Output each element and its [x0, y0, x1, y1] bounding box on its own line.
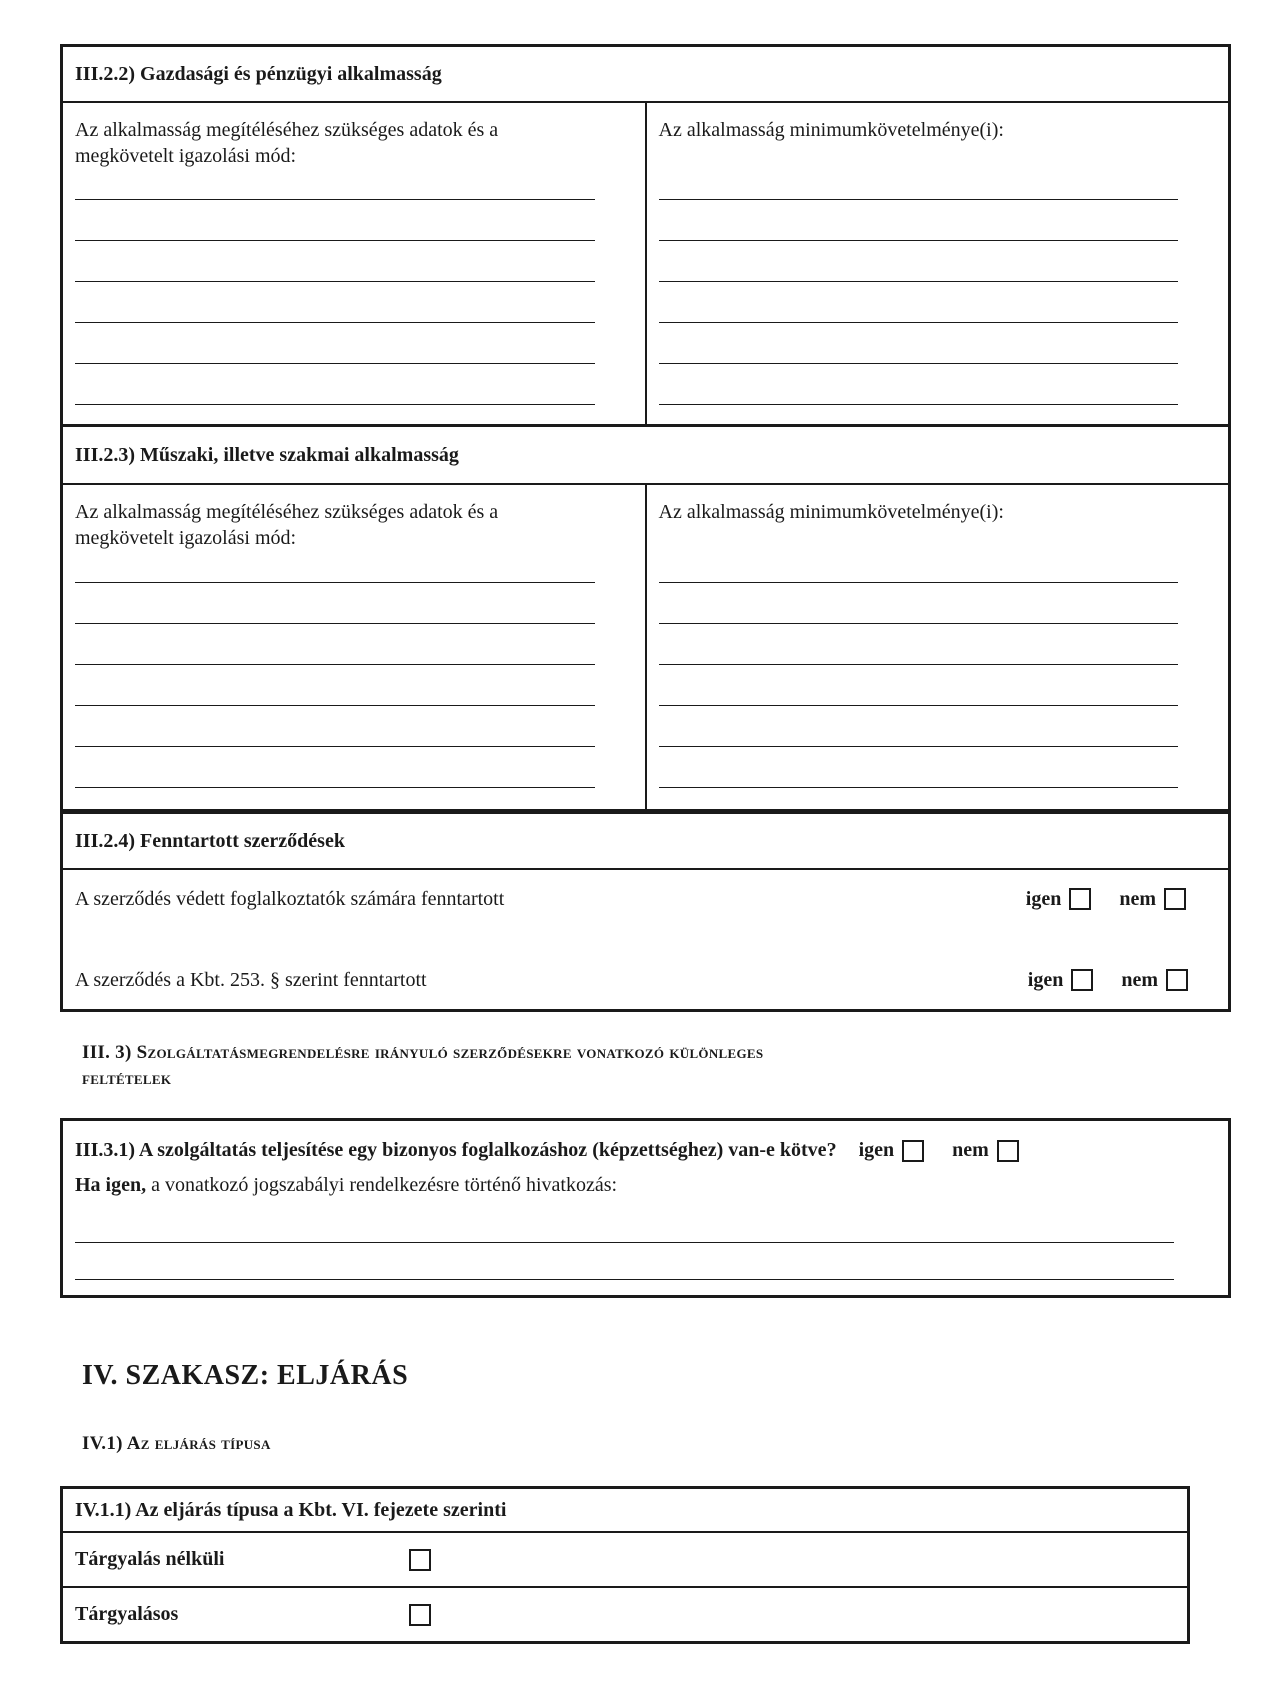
answer-line[interactable]	[659, 281, 1179, 282]
section-iv-1-1	[60, 1486, 1190, 1644]
answer-line[interactable]	[75, 1242, 1174, 1243]
answer-line[interactable]	[75, 746, 595, 747]
answer-line[interactable]	[75, 787, 595, 788]
answer-line[interactable]	[75, 199, 595, 200]
answer-line[interactable]	[75, 281, 595, 282]
data-column	[63, 485, 647, 809]
answer-line[interactable]	[659, 240, 1179, 241]
question-text: III.3.1) A szolgáltatás teljesítése egy bizonyos foglalkozáshoz (képzettséghez) van-e kötve?	[75, 1139, 837, 1161]
answer-line[interactable]	[659, 199, 1179, 200]
answer-line[interactable]	[659, 363, 1179, 364]
section-title: III.2.2) Gazdasági és pénzügyi alkalmasság	[63, 47, 1228, 103]
answer-line[interactable]	[75, 322, 595, 323]
data-label: Az alkalmasság megítéléséhez szükséges adatok és a megkövetelt igazolási mód:	[75, 119, 499, 167]
no-label: nem	[952, 1139, 989, 1161]
answer-line[interactable]	[659, 322, 1179, 323]
yes-checkbox[interactable]	[902, 1140, 924, 1162]
answer-line[interactable]	[659, 787, 1179, 788]
procedure-option-row	[63, 1533, 1187, 1588]
reserved-row-kbt253	[63, 928, 1228, 1010]
yes-label: igen	[858, 1139, 895, 1161]
reserved-row-sheltered	[63, 870, 1228, 928]
yes-checkbox[interactable]	[1069, 888, 1091, 910]
option-checkbox[interactable]	[409, 1604, 431, 1626]
option-checkbox[interactable]	[409, 1549, 431, 1571]
answer-line[interactable]	[75, 363, 595, 364]
no-checkbox[interactable]	[997, 1140, 1019, 1162]
answer-line[interactable]	[75, 623, 595, 624]
yes-checkbox[interactable]	[1071, 969, 1093, 991]
section-iii-2-4	[60, 812, 1231, 1012]
answer-line[interactable]	[75, 1279, 1174, 1280]
section-iii-2-3	[60, 427, 1231, 812]
requirements-label: Az alkalmasság minimumkövetelménye(i):	[658, 119, 1004, 141]
section-title: IV.1.1) Az eljárás típusa a Kbt. VI. fejezete szerinti	[63, 1489, 1187, 1533]
answer-line[interactable]	[659, 664, 1179, 665]
data-column	[63, 103, 647, 424]
procedure-option-row	[63, 1588, 1187, 1641]
requirements-column	[647, 103, 1229, 424]
yes-label: igen	[1027, 968, 1064, 991]
requirements-label: Az alkalmasság minimumkövetelménye(i):	[658, 501, 1004, 523]
heading-line: feltételek	[82, 1068, 172, 1089]
data-label: Az alkalmasság megítéléséhez szükséges adatok és a megkövetelt igazolási mód:	[75, 501, 499, 549]
no-checkbox[interactable]	[1166, 969, 1188, 991]
no-checkbox[interactable]	[1164, 888, 1186, 910]
yes-label: igen	[1025, 887, 1062, 910]
answer-line[interactable]	[75, 240, 595, 241]
no-label: nem	[1121, 968, 1158, 991]
row-label: A szerződés védett foglalkoztatók számára fenntartott	[75, 887, 505, 910]
section-heading-iii-3	[82, 1040, 763, 1092]
answer-line[interactable]	[659, 404, 1179, 405]
if-yes-line	[63, 1162, 1228, 1197]
if-yes-bold: Ha igen,	[75, 1174, 147, 1196]
section-iii-2-2	[60, 44, 1231, 427]
requirements-column	[647, 485, 1229, 809]
answer-line[interactable]	[659, 623, 1179, 624]
heading-line: III. 3) Szolgáltatásmegrendelésre irányuló szerződésekre vonatkozó különleges	[82, 1042, 764, 1063]
no-label: nem	[1119, 887, 1156, 910]
section-heading-iv-1: IV.1) Az eljárás típusa	[82, 1433, 271, 1454]
row-label: A szerződés a Kbt. 253. § szerint fenntartott	[75, 968, 427, 991]
section-title: III.2.4) Fenntartott szerződések	[63, 812, 1228, 870]
answer-line[interactable]	[75, 404, 595, 405]
answer-line[interactable]	[659, 705, 1179, 706]
answer-line[interactable]	[659, 746, 1179, 747]
section-iii-3-1	[60, 1118, 1231, 1298]
option-label: Tárgyalásos	[75, 1603, 179, 1625]
section-title-iv: IV. SZAKASZ: ELJÁRÁS	[82, 1360, 409, 1391]
answer-line[interactable]	[75, 705, 595, 706]
section-title: III.2.3) Műszaki, illetve szakmai alkalmasság	[63, 427, 1228, 485]
answer-line[interactable]	[75, 582, 595, 583]
answer-line[interactable]	[75, 664, 595, 665]
option-label: Tárgyalás nélküli	[75, 1548, 225, 1570]
answer-line[interactable]	[659, 582, 1179, 583]
if-yes-text: a vonatkozó jogszabályi rendelkezésre történő hivatkozás:	[146, 1174, 618, 1196]
